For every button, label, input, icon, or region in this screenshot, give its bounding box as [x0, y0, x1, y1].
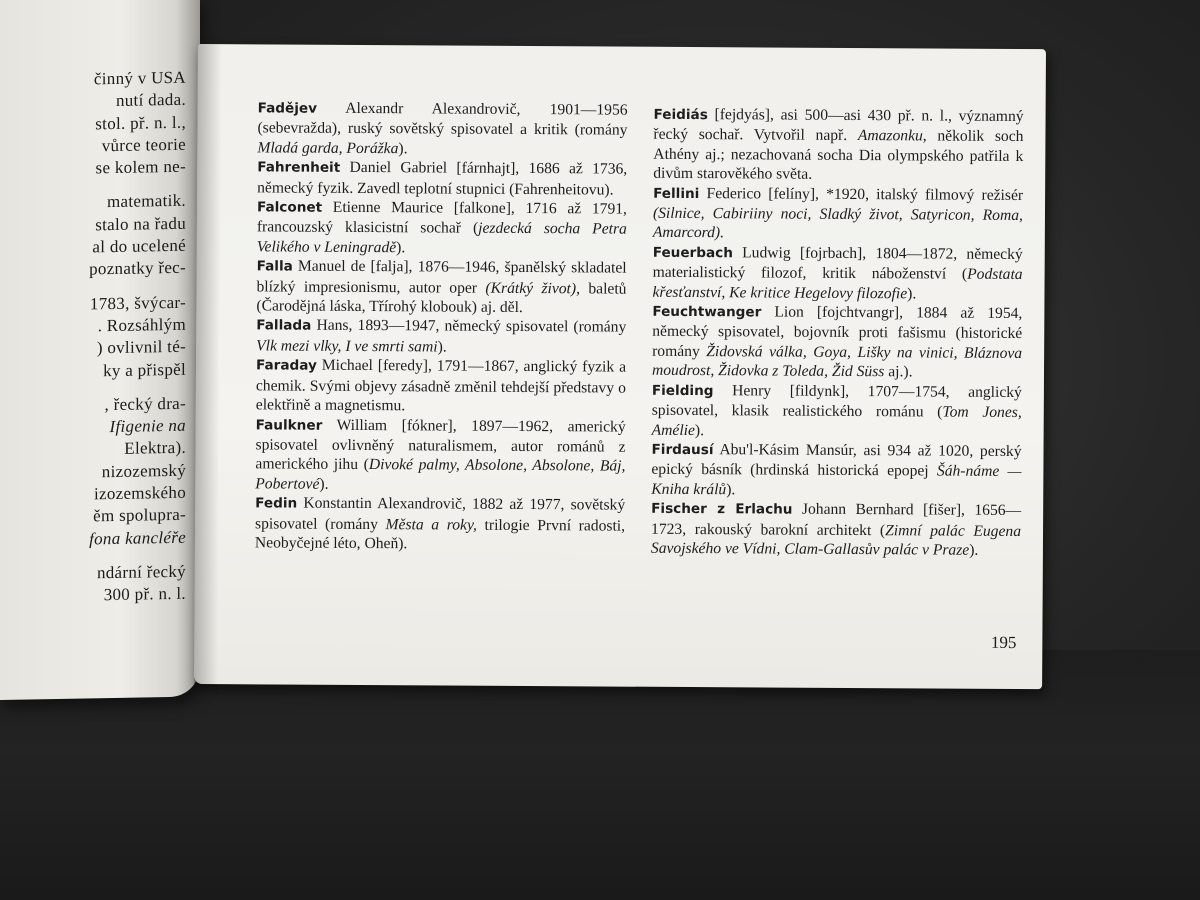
entry-tail: ).	[319, 475, 329, 493]
dictionary-entry	[257, 158, 627, 200]
entry-headword: Fellini	[653, 185, 700, 202]
entry-works: (Krátký život),	[485, 279, 581, 297]
page-number: 195	[990, 632, 1017, 653]
left-line: stalo na řadu	[95, 213, 186, 235]
entry-works: Města a roky,	[385, 515, 477, 534]
entry-text: Abu'l-Kásim Mansúr, asi 934 až 1020, perský epický básník (hrdinská historická epopej	[651, 441, 1022, 480]
entry-text: Manuel de [falja], 1876—1946, španělský skladatel blízký impresionismu, autor oper	[256, 257, 627, 297]
entry-tail: ).	[396, 239, 406, 257]
entry-tail: ).	[398, 140, 408, 158]
entry-text: William [fókner], 1897—1962, americký spisovatel ovlivněný naturalismem, autor románů z amerického jihu (	[255, 416, 626, 474]
left-line: 300 př. n. l.	[103, 583, 186, 605]
dictionary-entry	[255, 493, 625, 554]
left-line: Ifigenie na	[109, 415, 186, 437]
left-line: se kolem ne-	[95, 156, 186, 178]
entry-headword: Fielding	[651, 382, 714, 399]
entry-headword: Feuerbach	[652, 244, 733, 262]
entry-text: Lion [fojchtvangr], 1884 až 1954, německý spisovatel, bojovník proti fašismu (historické romány	[652, 303, 1023, 360]
entry-tail: , několik soch Athény aj.; nezachovaná socha Dia olympského patřila k divům starověkého světa.	[653, 127, 1024, 183]
dictionary-entry	[652, 302, 1022, 383]
entry-headword: Feuchtwanger	[652, 303, 762, 321]
entry-text: Johann Bernhard [fišer], 1656—1723, rakouský barokní architekt (	[650, 500, 1022, 539]
entries-column-1	[255, 98, 628, 555]
left-page-text	[0, 67, 186, 610]
entry-tail: ).	[694, 421, 705, 439]
entry-text: Alexandr Alexandrovič, 1901—1956 (sebevražda), ruský sovětský spisovatel a kritik (romány	[257, 99, 628, 140]
entry-works: (Silnice, Cabiriiny noci, Sladký život, Satyricon, Roma, Amarcord).	[652, 204, 1024, 242]
entry-works: Šáh-náme — Kniha králů	[651, 462, 1022, 498]
left-line: Elektra).	[124, 438, 186, 459]
entry-tail: baletů (Čarodějná láska, Třírohý klobouk) aj. děl.	[256, 279, 627, 317]
entry-headword: Faulkner	[255, 416, 323, 434]
entry-text: Henry [fildynk], 1707—1754, anglický spisovatel, klasik realistického románu (	[651, 381, 1022, 421]
entry-headword: Fadějev	[257, 100, 318, 117]
dictionary-entry	[257, 197, 627, 258]
left-line: nutí dada.	[115, 90, 186, 111]
entry-tail: ).	[437, 338, 447, 356]
dictionary-entry	[651, 440, 1021, 501]
left-page	[0, 0, 200, 700]
entry-headword: Fallada	[256, 317, 312, 335]
dictionary-entry	[653, 105, 1023, 186]
left-line: stol. př. n. l.,	[95, 112, 186, 133]
left-line: vůrce teorie	[101, 134, 186, 156]
entry-text: Ludwig [fojrbach], 1804—1872, německý materialistický filozof, kritik náboženství (	[652, 244, 1023, 283]
entry-headword: Falconet	[256, 199, 323, 216]
entry-works: Zimní palác Eugena Savojského ve Vídni, Clam-Gallasův palác v Praze	[650, 521, 1022, 559]
entry-headword: Firdausí	[651, 441, 714, 459]
left-line: fona kancléře	[89, 527, 186, 549]
entry-tail: ).	[726, 480, 736, 499]
dictionary-entry	[652, 243, 1022, 304]
left-line: , řecký dra-	[104, 393, 186, 415]
left-line: izozemského	[93, 482, 186, 504]
entry-headword: Fischer z Erlachu	[651, 500, 793, 518]
left-line: . Rozsáhlým	[97, 314, 186, 336]
entry-works: Divoké palmy, Absolone, Absolone, Báj, Pobertové	[255, 456, 626, 493]
entry-text: Hans, 1893—1947, německý spisovatel (romány	[311, 317, 627, 337]
entries-column-2	[651, 105, 1024, 561]
entry-works: Amazonku	[857, 127, 923, 145]
entry-text: Konstantin Alexandrovič, 1882 až 1977, sovětský spisovatel (romány	[255, 494, 626, 533]
right-page	[194, 44, 1046, 689]
left-line: matematik.	[106, 191, 186, 212]
left-line: al do ucelené	[92, 235, 186, 257]
entry-text: Michael [feredy], 1791—1867, anglický fyzik a chemik. Svými objevy zásadně změnil tehdejší představy o elektřině a magnetismu.	[255, 357, 627, 415]
dictionary-entry	[256, 257, 626, 318]
entry-tail: ).	[969, 541, 979, 559]
dictionary-entry	[653, 183, 1023, 244]
left-line: ky a přispěl	[103, 359, 186, 380]
left-line: nizozemský	[101, 460, 186, 481]
entry-works: Podstata křesťanství, Ke kritice Hegelovy filozofie	[652, 265, 1023, 302]
entry-tail: aj.).	[884, 363, 913, 381]
left-line: ) ovlivnil té-	[96, 337, 186, 358]
dictionary-entry	[256, 316, 626, 358]
left-line: ndární řecký	[96, 561, 186, 583]
left-line: ěm spolupra-	[93, 505, 186, 526]
dictionary-entry	[256, 356, 626, 417]
dictionary-entry	[255, 415, 625, 496]
dictionary-entry	[651, 499, 1021, 560]
entry-text: [fejdyás], asi 500—asi 430 př. n. l., významný řecký sochař. Vytvořil např.	[653, 106, 1024, 145]
entry-works: Židovská válka, Goya, Lišky na vinici, Bláznova moudrost, Židovka z Toleda, Žid Süss	[651, 342, 1023, 381]
entry-headword: Faraday	[255, 357, 317, 375]
page-gutter-shadow	[194, 44, 222, 684]
entry-text: Federico [felíny], *1920, italský filmový režisér	[699, 184, 1024, 204]
entry-headword: Fedin	[255, 495, 298, 512]
entry-works: Mladá garda, Porážka	[257, 139, 399, 158]
entry-text: Daniel Gabriel [fárnhajt], 1686 až 1736, německý fyzik. Zavedl teplotní stupnici (Fahrenheitovu).	[257, 159, 628, 199]
entry-tail: ).	[907, 284, 917, 303]
entry-headword: Fahrenheit	[257, 159, 341, 177]
dictionary-entry	[652, 380, 1022, 441]
left-line: 1783, švýcar-	[89, 292, 186, 314]
left-line: činný v USA	[93, 67, 186, 89]
entry-works: jezdecká socha Petra Velikého v Leningradě	[256, 220, 627, 257]
entry-headword: Falla	[256, 258, 293, 275]
left-line: poznatky řec-	[89, 258, 186, 279]
dictionary-entry	[257, 98, 627, 159]
entry-tail: trilogie První radosti, Neobyčejné léto, Oheň).	[254, 516, 626, 553]
entry-works: Vlk mezi vlky, I ve smrti sami	[256, 337, 438, 356]
entry-works: Tom Jones, Amélie	[651, 403, 1022, 439]
entry-text: Etienne Maurice [falkone], 1716 až 1791, francouzský klasicistní sochař (	[256, 198, 628, 238]
entry-headword: Feidiás	[653, 106, 708, 124]
